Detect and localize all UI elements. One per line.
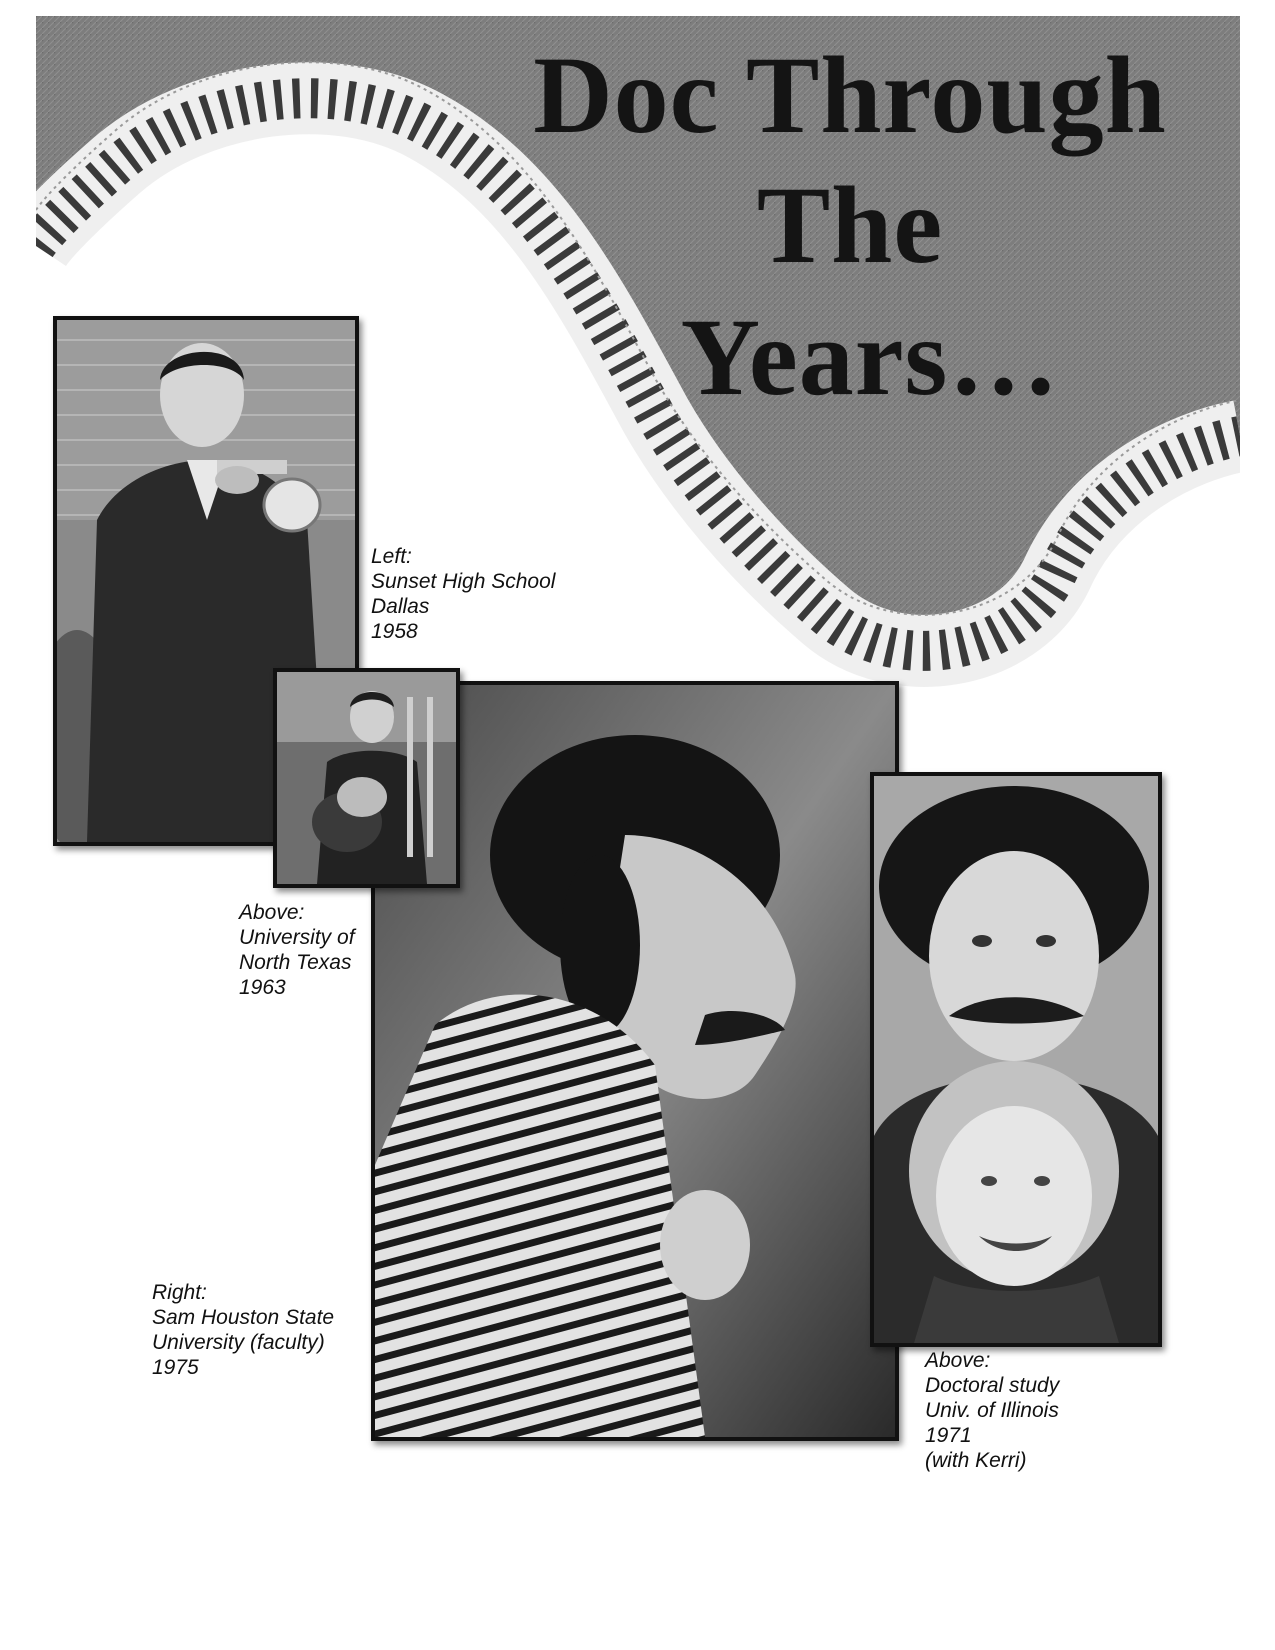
caption-line: University (faculty) (152, 1331, 325, 1354)
caption-line: Right: (152, 1281, 207, 1304)
caption-line: North Texas (239, 951, 352, 974)
caption-line: Doctoral study (925, 1374, 1060, 1397)
caption-line: 1963 (239, 976, 286, 999)
caption-line: Sunset High School (371, 570, 556, 593)
caption-line: Above: (925, 1349, 991, 1372)
caption-line: Univ. of Illinois (925, 1399, 1059, 1422)
sunset-high-caption (371, 544, 555, 644)
caption-line: Sam Houston State (152, 1306, 335, 1329)
caption-line: University of (239, 926, 355, 949)
caption-line: Left: (371, 545, 412, 568)
caption-line: 1958 (371, 620, 418, 643)
title-line-2: The (756, 164, 944, 286)
trombone-player-photo-icon (277, 672, 456, 884)
sam-houston-caption (152, 1280, 334, 1380)
title-line-3: Years… (680, 296, 1060, 418)
caption-line: 1975 (152, 1356, 199, 1379)
title-line-1: Doc Through (533, 34, 1167, 156)
caption-line: 1971 (925, 1424, 972, 1447)
caption-line: (with Kerri) (925, 1449, 1027, 1472)
page-title (470, 30, 1230, 418)
unt-caption (239, 900, 355, 1000)
unt-photo (273, 668, 460, 888)
illinois-caption (925, 1348, 1059, 1473)
caption-line: Above: (239, 901, 305, 924)
illinois-photo (870, 772, 1162, 1347)
father-and-daughter-portrait-photo-icon (874, 776, 1158, 1343)
caption-line: Dallas (371, 595, 430, 618)
